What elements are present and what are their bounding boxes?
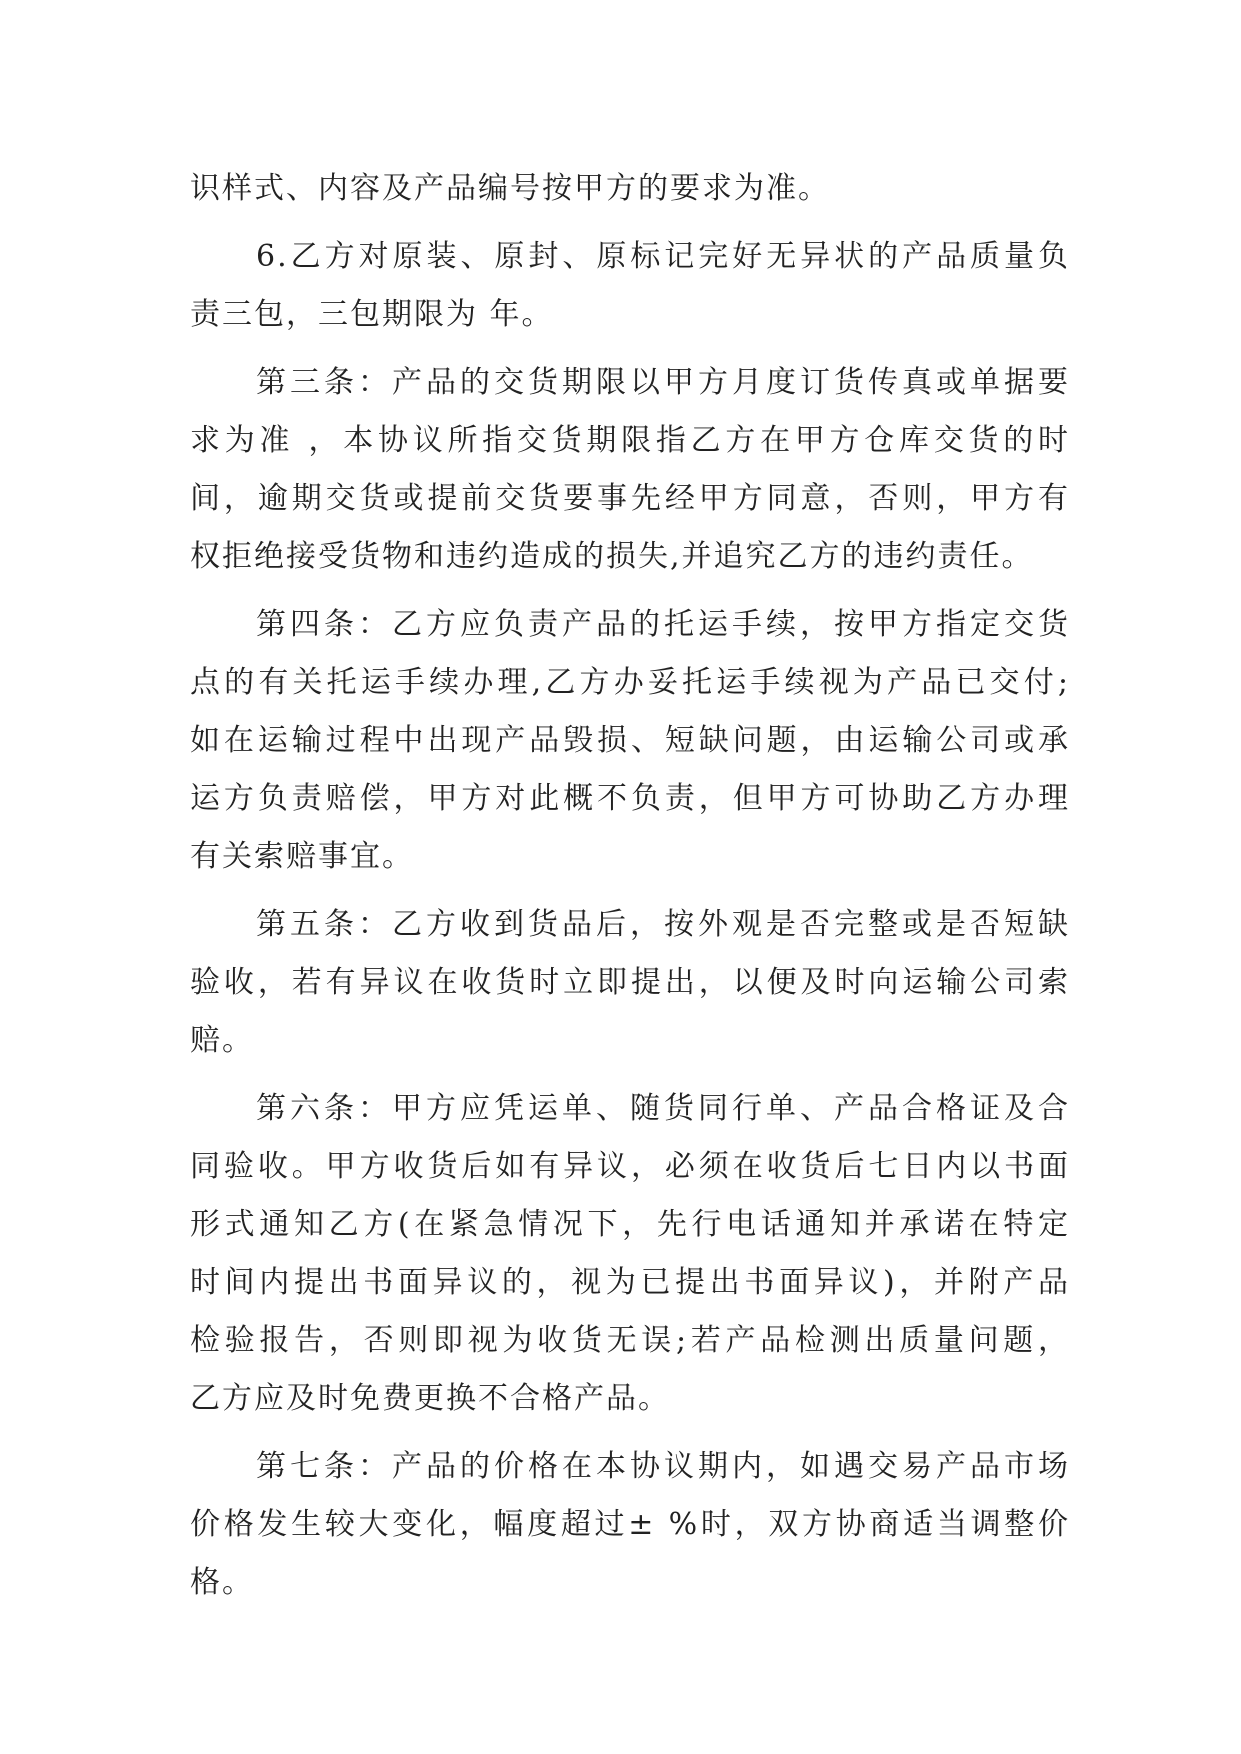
text-line: 格。	[190, 1565, 254, 1600]
paragraph	[190, 1438, 1070, 1612]
text-line: 赔。	[190, 1023, 254, 1058]
text-line: 乙方应及时免费更换不合格产品。	[190, 1381, 670, 1416]
text-line: 形式通知乙方(在紧急情况下，先行电话通知并承诺在特定	[190, 1207, 1070, 1242]
text-line: 检验报告，否则即视为收货无误;若产品检测出质量问题，	[190, 1323, 1070, 1358]
paragraph	[190, 896, 1070, 1070]
text-line: 时间内提出书面异议的，视为已提出书面异议)，并附产品	[190, 1265, 1070, 1300]
text-line: 运方负责赔偿，甲方对此概不负责，但甲方可协助乙方办理	[190, 781, 1070, 816]
paragraph	[190, 1080, 1070, 1428]
text-line: 求为准 ，本协议所指交货期限指乙方在甲方仓库交货的时	[190, 423, 1070, 458]
text-line: 第七条：产品的价格在本协议期内，如遇交易产品市场	[256, 1449, 1070, 1484]
paragraph	[190, 596, 1070, 886]
text-line: 点的有关托运手续办理,乙方办妥托运手续视为产品已交付;	[190, 665, 1070, 700]
text-line: 间，逾期交货或提前交货要事先经甲方同意，否则，甲方有	[190, 481, 1070, 516]
text-line: 验收，若有异议在收货时立即提出，以便及时向运输公司索	[190, 965, 1070, 1000]
text-line: 责三包，三包期限为 年。	[190, 297, 554, 332]
text-line: 第六条：甲方应凭运单、随货同行单、产品合格证及合	[256, 1091, 1070, 1126]
text-line: 有关索赔事宜。	[190, 839, 414, 874]
text-line: 同验收。甲方收货后如有异议，必须在收货后七日内以书面	[190, 1149, 1070, 1184]
text-line: 价格发生较大变化，幅度超过± %时，双方协商适当调整价	[190, 1507, 1070, 1542]
text-line: 识样式、内容及产品编号按甲方的要求为准。	[190, 171, 830, 206]
text-line: 第五条：乙方收到货品后，按外观是否完整或是否短缺	[256, 907, 1070, 942]
text-line: 6.乙方对原装、原封、原标记完好无异状的产品质量负	[256, 239, 1070, 274]
paragraph	[190, 160, 1070, 218]
text-line: 权拒绝接受货物和违约造成的损失,并追究乙方的违约责任。	[190, 539, 1034, 574]
text-line: 如在运输过程中出现产品毁损、短缺问题，由运输公司或承	[190, 723, 1070, 758]
paragraph	[190, 228, 1070, 344]
document-body	[190, 160, 1070, 1612]
text-line: 第四条：乙方应负责产品的托运手续，按甲方指定交货	[256, 607, 1070, 642]
paragraph	[190, 354, 1070, 586]
text-line: 第三条：产品的交货期限以甲方月度订货传真或单据要	[256, 365, 1070, 400]
